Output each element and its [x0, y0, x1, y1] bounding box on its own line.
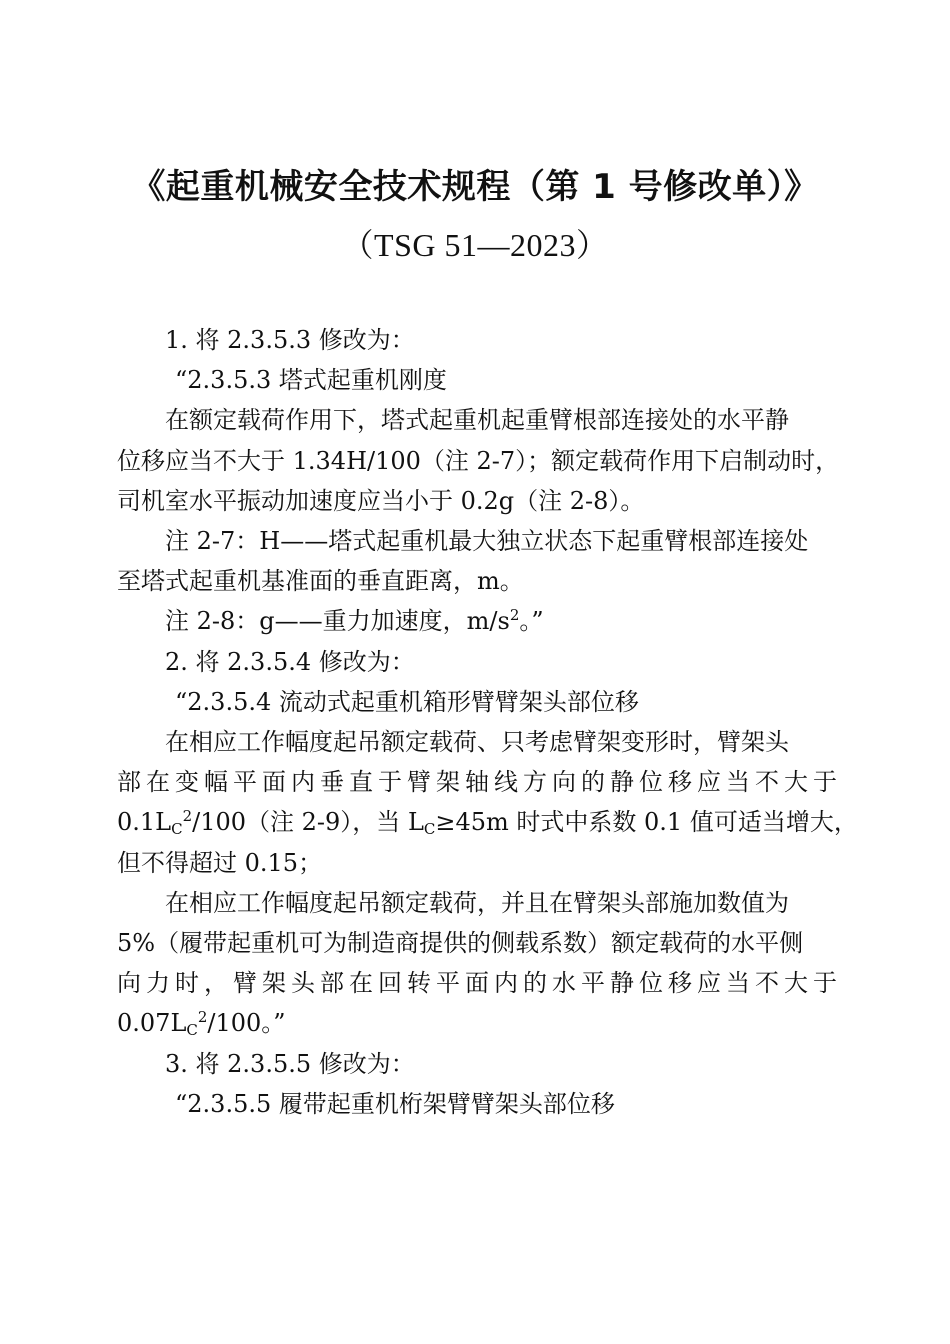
formula-text: ≥45m 时式中系数 0.1 值可适当增大，: [435, 808, 858, 837]
formula-text: 0.07L: [117, 1009, 187, 1038]
title-line-1: 《起重机械安全技术规程（第 1 号修改单）》: [131, 167, 819, 207]
superscript: 2: [182, 807, 193, 826]
item-2-paragraph-line: 5%（履带起重机可为制造商提供的侧载系数）额定载荷的水平侧: [117, 929, 804, 958]
item-2-paragraph-line: 部在变幅平面内垂直于臂架轴线方向的静位移应当不大于: [117, 768, 837, 797]
item-1-paragraph-line: 在额定载荷作用下，塔式起重机起重臂根部连接处的水平静: [165, 406, 789, 435]
item-2-paragraph-line: 向力时，臂架头部在回转平面内的水平静位移应当不大于: [117, 969, 837, 998]
item-1-note-line: 至塔式起重机基准面的垂直距离，m。: [117, 567, 524, 596]
formula-text: /100。”: [207, 1009, 286, 1038]
note-2-text: 注 2-8：g——重力加速度，m/s: [165, 607, 510, 636]
title-line-2: （TSG 51—2023）: [341, 227, 609, 263]
item-1-note-line: 注 2-7：H——塔式起重机最大独立状态下起重臂根部连接处: [165, 527, 809, 556]
item-1-quote-title: “2.3.5.3 塔式起重机刚度: [175, 366, 447, 395]
subscript: C: [171, 820, 183, 839]
superscript: 2: [509, 606, 520, 625]
subscript: C: [423, 820, 436, 839]
item-3-heading: 3. 将 2.3.5.5 修改为：: [165, 1049, 415, 1078]
item-2-paragraph-line: 在相应工作幅度起吊额定载荷，并且在臂架头部施加数值为: [165, 888, 789, 917]
item-2-quote-title: “2.3.5.4 流动式起重机箱形臂臂架头部位移: [175, 687, 639, 716]
item-2-paragraph-line-formula: [117, 1003, 837, 1043]
item-1-note-2: [117, 601, 837, 641]
item-1-paragraph-line: 司机室水平振动加速度应当小于 0.2g（注 2-8）。: [117, 486, 645, 515]
formula-text: /100（注 2-9），当 L: [192, 808, 424, 837]
superscript: 2: [197, 1008, 208, 1027]
item-2-paragraph-line-formula: [117, 802, 858, 842]
formula-text: 0.1L: [117, 808, 172, 837]
document-body: [117, 320, 858, 1124]
item-1-paragraph-line: 位移应当不大于 1.34H/100（注 2-7）；额定载荷作用下启制动时，: [117, 446, 840, 475]
note-2-end: 。”: [519, 607, 544, 636]
item-2-heading: 2. 将 2.3.5.4 修改为：: [165, 647, 415, 676]
item-1-heading: 1. 将 2.3.5.3 修改为：: [165, 326, 415, 354]
subscript: C: [186, 1021, 198, 1040]
document-title: [0, 158, 950, 274]
item-3-quote-title: “2.3.5.5 履带起重机桁架臂臂架头部位移: [175, 1089, 615, 1118]
item-2-paragraph-line: 在相应工作幅度起吊额定载荷、只考虑臂架变形时，臂架头: [165, 728, 789, 757]
item-2-paragraph-line: 但不得超过 0.15；: [117, 848, 323, 877]
